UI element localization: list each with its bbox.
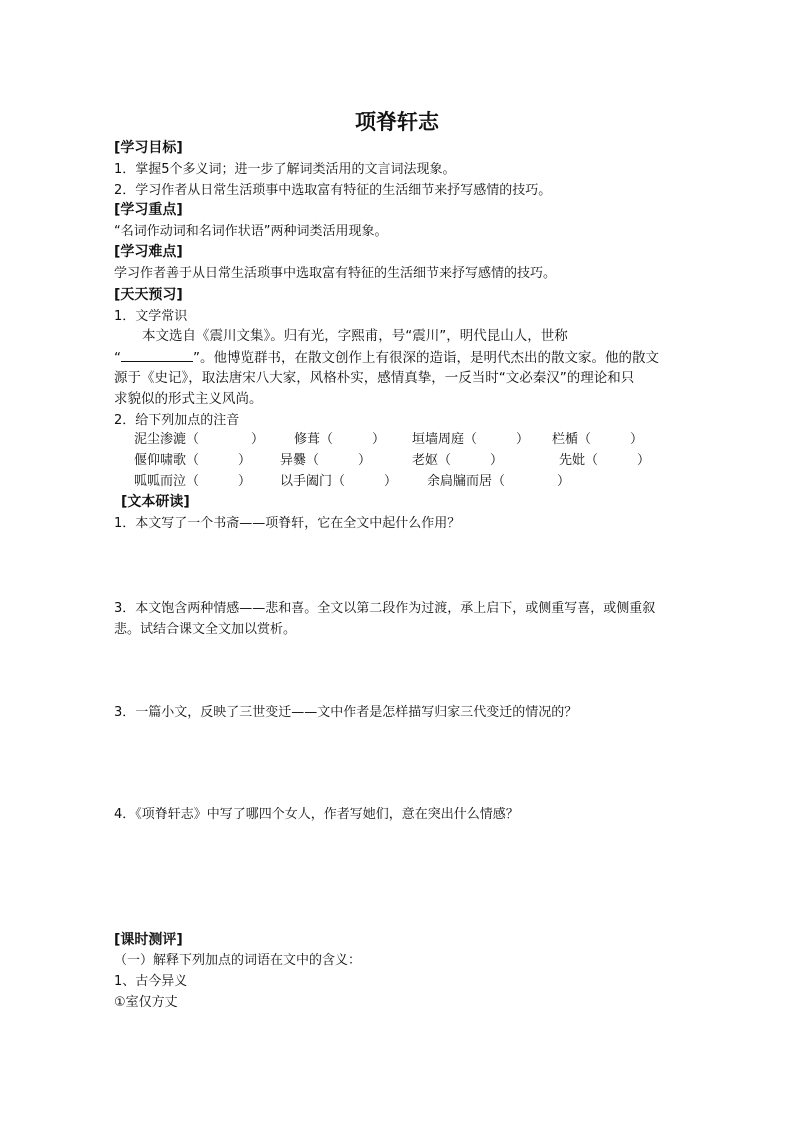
preview-q1-line3: 源于《史记》，取法唐宋八大家，风格朴实，感情真挚，一反当时“文必秦汉”的理论和只: [114, 370, 635, 386]
pinyin-item: 垣墙周庭（ ）: [412, 432, 530, 447]
preview-q1-line2: [114, 349, 659, 366]
pinyin-item: 以手阖门（ ）: [280, 474, 398, 489]
study-heading: [文本研读]: [121, 494, 190, 510]
preview-q1-label: 1．文学常识: [114, 309, 188, 324]
preview-q1-line1: 本文选自《震川文集》。归有光，字熙甫，号“震川”，明代昆山人，世称: [142, 328, 568, 344]
pinyin-item: 余扃牖而居（ ）: [427, 474, 571, 489]
test-item1: ①室仅方丈: [114, 995, 178, 1010]
study-q1: 1．本文写了一个书斋——项脊轩，它在全文中起什么作用？: [114, 516, 461, 531]
pinyin-item: 偃仰啸歌（ ）: [134, 453, 252, 468]
study-q2-line1: 3．本文饱含两种情感——悲和喜。全文以第二段作为过渡，承上启下，或侧重写喜，或侧重叙: [114, 601, 656, 616]
test-part1: （一）解释下列加点的词语在文中的含义：: [114, 953, 362, 968]
pinyin-item: 修葺（ ）: [294, 432, 386, 447]
test-heading: [课时测评]: [114, 932, 183, 948]
preview-heading: [天天预习]: [114, 287, 183, 303]
goal-item-2: 2．学习作者从日常生活琐事中选取富有特征的生活细节来抒写感情的技巧。: [114, 183, 552, 198]
test-sub1: 1、古今异义: [114, 974, 188, 989]
quote-rest: ”。他博览群书，在散文创作上有很深的造诣，是明代杰出的散文家。他的散文: [193, 350, 659, 366]
goal-item-1: 1．掌握5个多义词；进一步了解词类活用的文言词法现象。: [114, 162, 456, 177]
difficulties-text: 学习作者善于从日常生活琐事中选取富有特征的生活细节来抒写感情的技巧。: [114, 266, 557, 281]
pinyin-item: 异爨（ ）: [280, 453, 372, 468]
quote-open: “: [114, 350, 121, 366]
pinyin-item: 栏楯（ ）: [552, 432, 644, 447]
key-points-heading: [学习重点]: [114, 202, 183, 218]
pinyin-item: 先妣（ ）: [559, 453, 651, 468]
preview-q2-label: 2．给下列加点的注音: [114, 413, 240, 428]
pinyin-item: 老妪（ ）: [412, 453, 504, 468]
study-q4: 4．《项脊轩志》中写了哪四个女人，作者写她们，意在突出什么情感？: [114, 807, 519, 822]
pinyin-item: 泥尘渗漉（ ）: [134, 432, 265, 447]
pinyin-item: 呱呱而泣（ ）: [134, 474, 252, 489]
difficulties-heading: [学习难点]: [114, 244, 183, 260]
page-title: 项脊轩志: [355, 109, 439, 134]
study-q2-line2: 悲。试结合课文全文加以赏析。: [114, 622, 297, 637]
key-points-text: “名词作动词和名词作状语”两种词类活用现象。: [114, 224, 388, 239]
preview-q1-line4: 求貌似的形式主义风尚。: [114, 391, 263, 407]
goals-heading: [学习目标]: [114, 140, 183, 156]
fill-in-blank[interactable]: [121, 349, 193, 362]
study-q3: 3．一篇小文，反映了三世变迁——文中作者是怎样描写归家三代变迁的情况的？: [114, 705, 578, 720]
